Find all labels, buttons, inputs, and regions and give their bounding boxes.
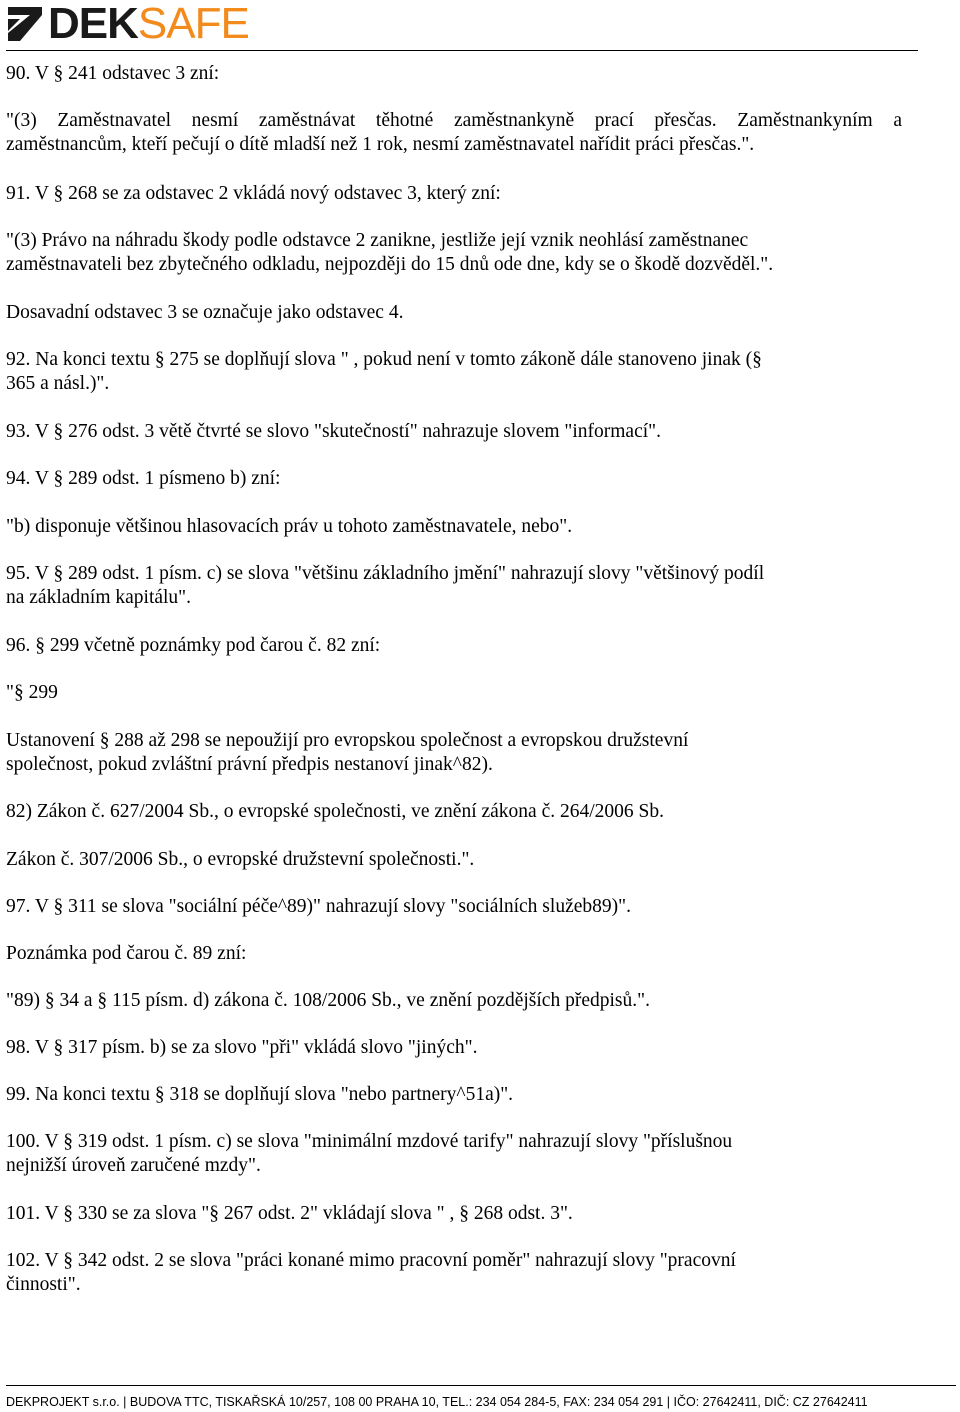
text-line: 97. V § 311 se slova "sociální péče^89)" nahrazují slovy "sociálních služeb89)". [6, 896, 631, 917]
text-line: 98. V § 317 písm. b) se za slovo "při" vkládá slovo "jiných". [6, 1037, 478, 1058]
text-line: společnost, pokud zvláštní právní předpis nestanoví jinak^82). [6, 754, 493, 775]
text-line: "89) § 34 a § 115 písm. d) zákona č. 108/2006 Sb., ve znění pozdějších předpisů.". [6, 990, 650, 1011]
dek-logo-icon [6, 5, 44, 43]
text-line: 90. V § 241 odstavec 3 zní: [6, 63, 220, 84]
text-line: 95. V § 289 odst. 1 písm. c) se slova "většinu základního jmění" nahrazují slovy "většinový podíl [6, 563, 765, 584]
text-line: 365 a násl.)". [6, 373, 110, 394]
text-line: zaměstnavateli bez zbytečného odkladu, nejpozději do 15 dnů ode dne, kdy se o škodě dozvěděl.". [6, 254, 774, 275]
footer-contact: DEKPROJEKT s.r.o. | BUDOVA TTC, TISKAŘSKÁ 10/257, 108 00 PRAHA 10, TEL.: 234 054 284-5, FAX: 234 054 291 | IČO: 27642411, DIČ: CZ 27642411 [6, 1395, 868, 1409]
text-line: 100. V § 319 odst. 1 písm. c) se slova "minimální mzdové tarify" nahrazují slovy "příslušnou [6, 1131, 733, 1152]
text-line: 102. V § 342 odst. 2 se slova "práci konané mimo pracovní poměr" nahrazují slovy "pracovní [6, 1250, 736, 1271]
text-line: 82) Zákon č. 627/2004 Sb., o evropské společnosti, ve znění zákona č. 264/2006 Sb. [6, 801, 665, 822]
text-line: "b) disponuje většinou hlasovacích práv u tohoto zaměstnavatele, nebo". [6, 516, 573, 537]
text-line: 92. Na konci textu § 275 se doplňují slova " , pokud není v tomto zákoně dále stanoveno jinak (§ [6, 349, 762, 370]
text-line: Poznámka pod čarou č. 89 zní: [6, 943, 247, 964]
footer-divider [6, 1385, 956, 1386]
text-line: 96. § 299 včetně poznámky pod čarou č. 82 zní: [6, 635, 381, 656]
logo-wordmark [48, 0, 249, 48]
text-line: "§ 299 [6, 682, 58, 703]
text-line: Dosavadní odstavec 3 se označuje jako odstavec 4. [6, 302, 404, 323]
text-line: nejnižší úroveň zaručené mzdy". [6, 1155, 261, 1176]
text-line: 99. Na konci textu § 318 se doplňují slova "nebo partnery^51a)". [6, 1084, 514, 1105]
text-line: 94. V § 289 odst. 1 písmeno b) zní: [6, 468, 281, 489]
text-line: 101. V § 330 se za slova "§ 267 odst. 2" vkládají slova " , § 268 odst. 3". [6, 1203, 573, 1224]
text-line: 91. V § 268 se za odstavec 2 vkládá nový odstavec 3, který zní: [6, 183, 501, 204]
text-line: "(3) Právo na náhradu škody podle odstavce 2 zanikne, jestliže její vznik neohlásí zaměstnanec [6, 230, 749, 251]
text-line: Zákon č. 307/2006 Sb., o evropské družstevní společnosti.". [6, 849, 475, 870]
text-line: 93. V § 276 odst. 3 větě čtvrté se slovo "skutečností" nahrazuje slovem "informací". [6, 421, 661, 442]
logo-safe: SAFE [137, 0, 249, 48]
logo [6, 0, 249, 48]
text-line: zaměstnancům, kteří pečují o dítě mladší než 1 rok, nesmí zaměstnavatel nařídit práci přesčas.". [6, 134, 755, 155]
logo-dek: DEK [48, 0, 138, 48]
text-line: na základním kapitálu". [6, 587, 192, 608]
text-line: Ustanovení § 288 až 298 se nepoužijí pro evropskou společnost a evropskou družstevní [6, 730, 689, 751]
text-line: činnosti". [6, 1274, 81, 1295]
header-divider [6, 50, 918, 51]
text-line: "(3) Zaměstnavatel nesmí zaměstnávat těhotné zaměstnankyně prací přesčas. Zaměstnankyním a [6, 110, 902, 131]
